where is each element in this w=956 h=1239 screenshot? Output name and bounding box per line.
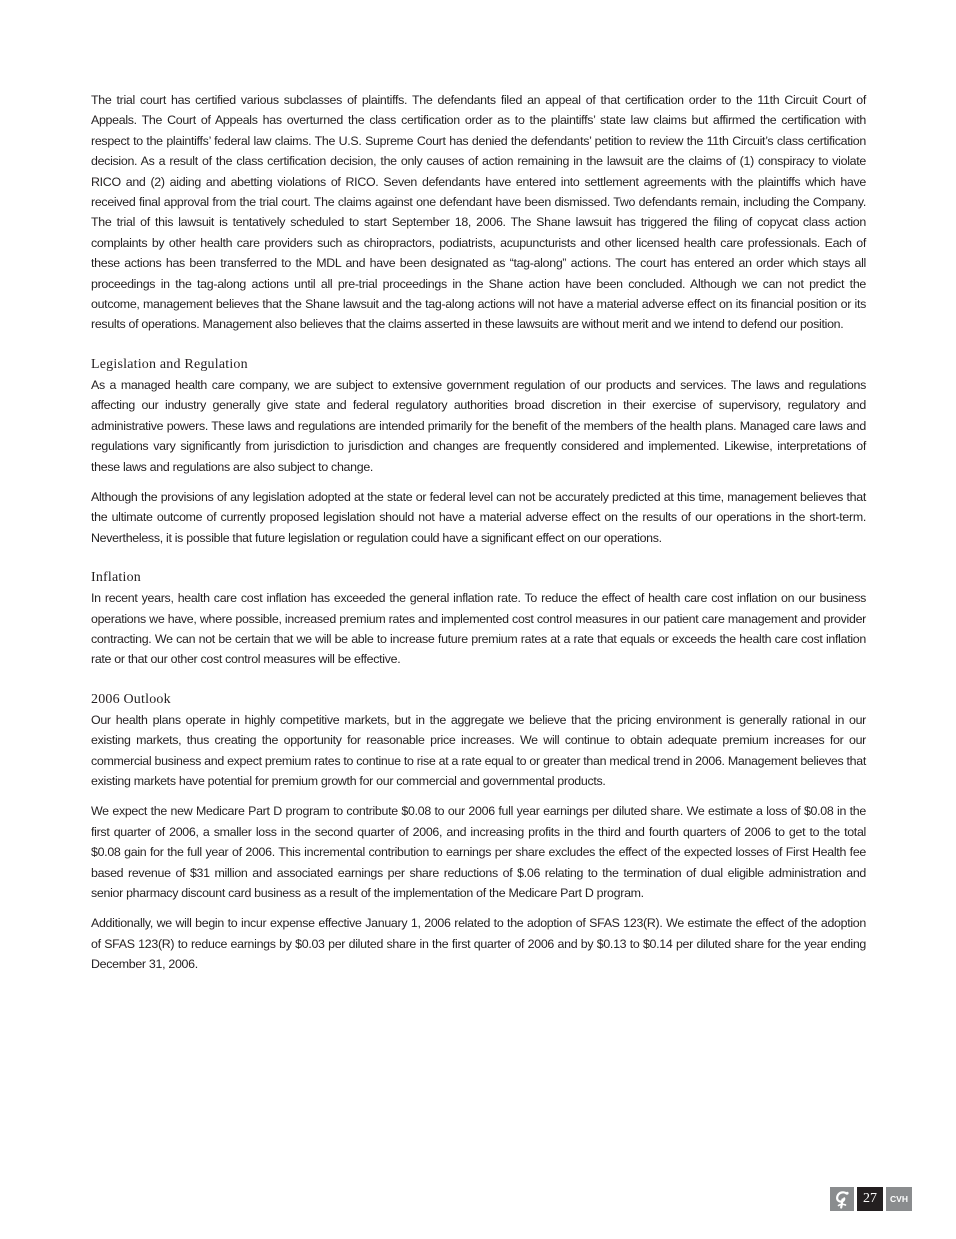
section-heading: Legislation and Regulation [91, 356, 248, 372]
litigation-section [91, 90, 866, 335]
section-heading: 2006 Outlook [91, 691, 171, 707]
legislation-section [91, 355, 866, 548]
paragraph: As a managed health care company, we are subject to extensive government regulation of our products and services. The laws and regulations affecting our industry generally give state and federal regulatory authorities broad discretion in their exercise of supervisory, regulatory and administrative powers. These laws and regulations are intended primarily for the benefit of the members of the health plans. Managed care laws and regulations vary significantly from jurisdiction to jurisdiction and changes are frequently considered and implemented. Likewise, interpretations of these laws and regulations are also subject to change. [91, 377, 866, 474]
outlook-section [91, 690, 866, 975]
document-body [91, 90, 866, 985]
ticker-symbol: CVH [886, 1187, 912, 1211]
paragraph: In recent years, health care cost inflation has exceeded the general inflation rate. To reduce the effect of health care cost inflation on our business operations we have, where possible, increased premium rates and implemented cost control measures in our patient care management and provider contracting. We can not be certain that we will be able to increase future premium rates at a rate that equals or exceeds the health care cost inflation rate or that our other cost control measures will be effective. [91, 591, 866, 667]
page-number: 27 [857, 1187, 883, 1211]
paragraph: We expect the new Medicare Part D program to contribute $0.08 to our 2006 full year earnings per diluted share. We estimate a loss of $0.08 in the first quarter of 2006, a smaller loss in the second quarter of 2006, and increasing profits in the third and fourth quarters of 2006 to get to the total $0.08 gain for the full year of 2006. This incremental contribution to earnings per share excludes the effect of the expected losses of First Health fee based revenue of $31 million and associated earnings per share reductions of $.06 relating to the termination of dual eligible administration and senior pharmacy discount card business as a result of the implementation of the Medicare Part D program. [91, 804, 866, 900]
paragraph: Although the provisions of any legislation adopted at the state or federal level can not be accurately predicted at this time, management believes that the ultimate outcome of currently proposed legislation should not have a material adverse effect on the results of our operations in the short-term. Nevertheless, it is possible that future legislation or regulation could have a significant effect on our operations. [91, 489, 866, 545]
paragraph: Our health plans operate in highly competitive markets, but in the aggregate we believe that the pricing environment is generally rational in our existing markets, thus creating the opportunity for reasonable price increases. We will continue to obtain adequate premium increases for our commercial business and expect premium rates to continue to rise at a rate equal to or greater than medical trend in 2006. Management believes that existing markets have potential for premium growth for our commercial and governmental products. [91, 712, 866, 788]
paragraph: The trial court has certified various subclasses of plaintiffs. The defendants filed an appeal of that certification order to the 11th Circuit Court of Appeals. The Court of Appeals has overturned the class certification order as to the plaintiffs’ state law claims but affirmed the certification with respect to the plaintiffs’ federal law claims. The U.S. Supreme Court has denied the defendants’ petition to review the 11th Circuit’s class certification decision. As a result of the class certification decision, the only causes of action remaining in the lawsuit are the claims of (1) conspiracy to violate RICO and (2) aiding and abetting violations of RICO. Seven defendants have entered into settlement agreements with the plaintiffs which have received final approval from the trial court. The claims against one defendant have been dismissed. Two defendants remain, including the Company. The trial of this lawsuit is tentatively scheduled to start September 18, 2006. The Shane lawsuit has triggered the filing of copycat class action complaints by other health care providers such as chiropractors, podiatrists, acupuncturists and other licensed health care professionals. Each of these actions has been transferred to the MDL and have been designated as “tag-along” actions. The court has entered an order which stays all proceedings in the tag-along actions until all pre-trial proceedings in the Shane action have been concluded. Although we can not predict the outcome, management believes that the Shane lawsuit and the tag-along actions will not have a material adverse effect on its financial position or its results of operations. Management also believes that the claims asserted in these lawsuits are without merit and we intend to defend our position. [91, 93, 866, 332]
page-footer [830, 1187, 912, 1211]
inflation-section [91, 568, 866, 670]
section-heading: Inflation [91, 570, 142, 586]
paragraph: Additionally, we will begin to incur expense effective January 1, 2006 related to the adoption of SFAS 123(R). We estimate the effect of the adoption of SFAS 123(R) to reduce earnings by $0.03 per diluted share in the first quarter of 2006 and by $0.13 to $0.14 per diluted share for the year ending December 31, 2006. [91, 916, 866, 972]
coventry-logo-icon [830, 1187, 854, 1211]
